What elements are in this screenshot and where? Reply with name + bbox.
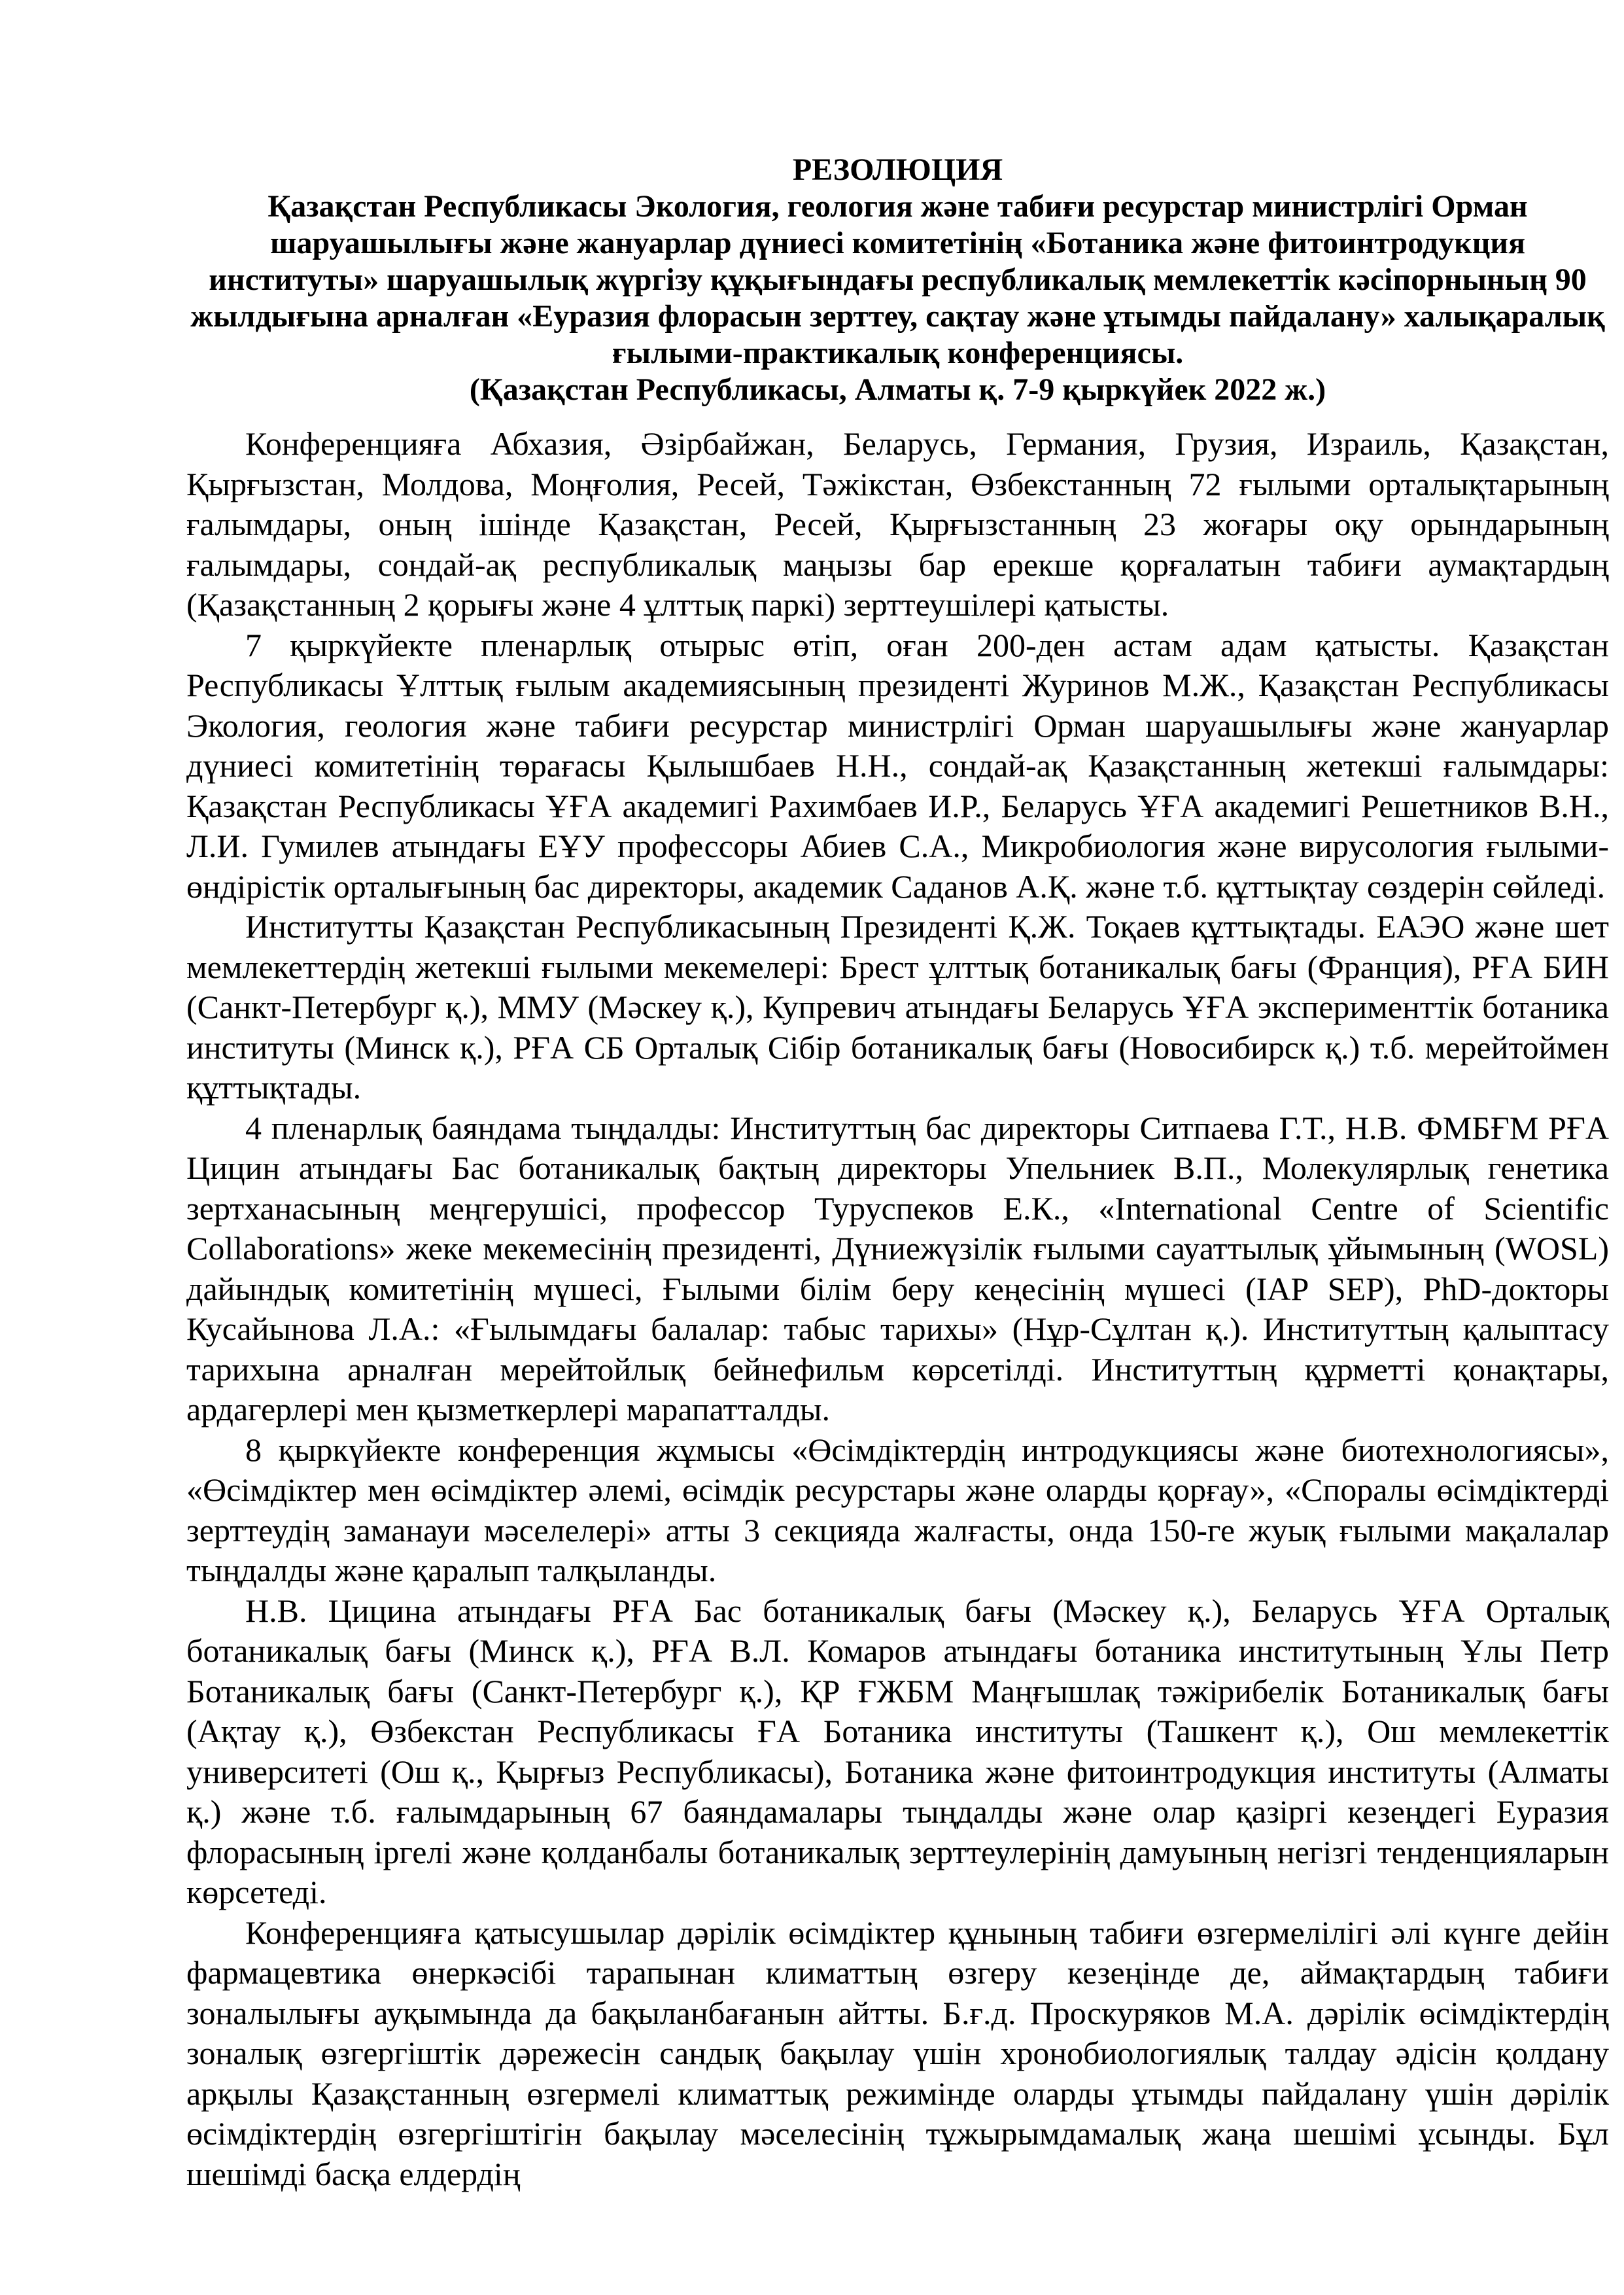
paragraph-medicinal-plants: Конференцияға қатысушылар дәрілік өсімдіктер құнының табиғи өзгермелілігі әлі күнге дейін фармацевтика өнеркәсібі тарапынан климаттың өзгеру кезеңінде де, аймақтардың табиғи зоналылығы ауқымында да бақыланбағанын айтты. Б.ғ.д. Проскуряков М.А. дәрілік өсімдіктердің зоналық өзгергіштік дәрежесін сандық бақылау үшін хронобиологиялық талдау әдісін қолдану арқылы Қазақстанның өзгермелі климаттық режимінде оларды ұтымды пайдалану үшін дәрілік өсімдіктердің өзгергіштігін бақылау мәселесінің тұжырымдамалық жаңа шешімі ұсынды. Бұл шешімді басқа елдердің: [186, 1914, 1609, 2192]
paragraph-sections: 8 қыркүйекте конференция жұмысы «Өсімдіктердің интродукциясы және биотехнологиясы», «Өсімдіктер мен өсімдіктер әлемі, өсімдік ресурстары және оларды қорғау», «Споралы өсімдіктерді зерттеудің заманауи мәселелері» атты 3 секцияда жалғасты, онда 150-ге жуық ғылыми мақалалар тыңдалды және қаралып талқыланды.: [186, 1431, 1609, 1588]
paragraph-plenary-opening: 7 қыркүйекте пленарлық отырыс өтіп, оған 200-ден астам адам қатысты. Қазақстан Республикасы Ұлттық ғылым академиясының президенті Журинов М.Ж., Қазақстан Республикасы Экология, геология және табиғи ресурстар министрлігі Орман шаруашылығы және жануарлар дүниесі комитетінің төрағасы Қылышбаев Н.Н., сондай-ақ Қазақстанның жетекші ғалымдары: Қазақстан Республикасы ҰҒА академигі Рахимбаев И.Р., Беларусь ҰҒА академигі Решетников В.Н., Л.И. Гумилев атындағы ЕҰУ профессоры Абиев С.А., Микробиология және вирусология ғылыми-өндірістік орталығының бас директоры, академик Саданов А.Қ. және т.б. құттықтау сөздерін сөйледі.: [186, 626, 1609, 905]
title-subtitle-date: (Қазақстан Республикасы, Алматы қ. 7-9 қыркүйек 2022 ж.): [469, 372, 1326, 407]
paragraph-congratulations: Институтты Қазақстан Республикасының Президенті Қ.Ж. Тоқаев құттықтады. ЕАЭО және шет мемлекеттердің жетекші ғылыми мекемелері: Брест ұлттық ботаникалық бағы (Франция), РҒА БИН (Санкт-Петербург қ.), ММУ (Мәскеу қ.), Купревич атындағы Беларусь ҰҒА эксперименттік ботаника институты (Минск қ.), РҒА СБ Орталық Сібір ботаникалық бағы (Новосибирск қ.) т.б. мерейтоймен құттықтады.: [186, 908, 1609, 1106]
paragraph-plenary-reports: 4 пленарлық баяндама тыңдалды: Институттың бас директоры Ситпаева Г.Т., Н.В. ФМБҒМ РҒА Цицин атындағы Бас ботаникалық бақтың директоры Упельниек В.П., Молекулярлық генетика зертханасының меңгерушісі, профессор Туруспеков Е.К., «International Centre of Scientific Collaborations» жеке мекемесінің президенті, Дүниежүзілік ғылыми сауаттылық ұйымының (WOSL) дайындық комитетінің мүшесі, Ғылыми білім беру кеңесінің мүшесі (IAP SEP), PhD-докторы Кусайынова Л.А.: «Ғылымдағы балалар: табыс тарихы» (Нұр-Сұлтан қ.). Институттың қалыптасу тарихына арналған мерейтойлық бейнефильм көрсетілді. Институттың құрметті қонақтары, ардагерлері мен қызметкерлері марапатталды.: [186, 1109, 1609, 1428]
title-line: институты» шаруашылық жүргізу құқығындағы республикалық мемлекеттік кәсіпорнының 90: [209, 262, 1587, 297]
paragraph-participants: Конференцияға Абхазия, Әзірбайжан, Беларусь, Германия, Грузия, Израиль, Қазақстан, Қырғызстан, Молдова, Моңғолия, Ресей, Тәжікстан, Өзбекстанның 72 ғылыми орталықтарының ғалымдары, оның ішінде Қазақстан, Ресей, Қырғызстанның 23 жоғары оқу орындарының ғалымдары, сондай-ақ республикалық маңызы бар ерекше қорғалатын табиғи аумақтардың (Қазақстанның 2 қорығы және 4 ұлттық паркі) зерттеушілері қатысты.: [186, 425, 1609, 623]
body-block: [186, 424, 1609, 2194]
title-line: ғылыми-практикалық конференциясы.: [612, 336, 1184, 370]
text-column: [186, 152, 1609, 2194]
title-line: шаруашылығы және жануарлар дүниесі комитетінің «Ботаника және фитоинтродукция: [269, 226, 1526, 260]
title-block: [186, 152, 1609, 408]
paragraph-institutions-reports: Н.В. Цицина атындағы РҒА Бас ботаникалық бағы (Мәскеу қ.), Беларусь ҰҒА Орталық ботаникалық бағы (Минск қ.), РҒА В.Л. Комаров атындағы ботаника институтының Ұлы Петр Ботаникалық бағы (Санкт-Петербург қ.), ҚР ҒЖБМ Маңғышлақ тәжірибелік Ботаникалық бағы (Ақтау қ.), Өзбекстан Республикасы ҒА Ботаника институты (Ташкент қ.), Ош мемлекеттік университеті (Ош қ., Қырғыз Республикасы), Ботаника және фитоинтродукция институты (Алматы қ.) және т.б. ғалымдарының 67 баяндамалары тыңдалды және олар қазіргі кезеңдегі Еуразия флорасының іргелі және қолданбалы ботаникалық зерттеулерінің дамуының негізгі тенденцияларын көрсетеді.: [186, 1592, 1609, 1910]
document-title: РЕЗОЛЮЦИЯ: [792, 152, 1003, 187]
title-line: жылдығына арналған «Еуразия флорасын зерттеу, сақтау және ұтымды пайдалану» халықаралық: [190, 299, 1605, 334]
title-line: Қазақстан Республикасы Экология, геология және табиғи ресурстар министрлігі Орман: [268, 189, 1528, 224]
